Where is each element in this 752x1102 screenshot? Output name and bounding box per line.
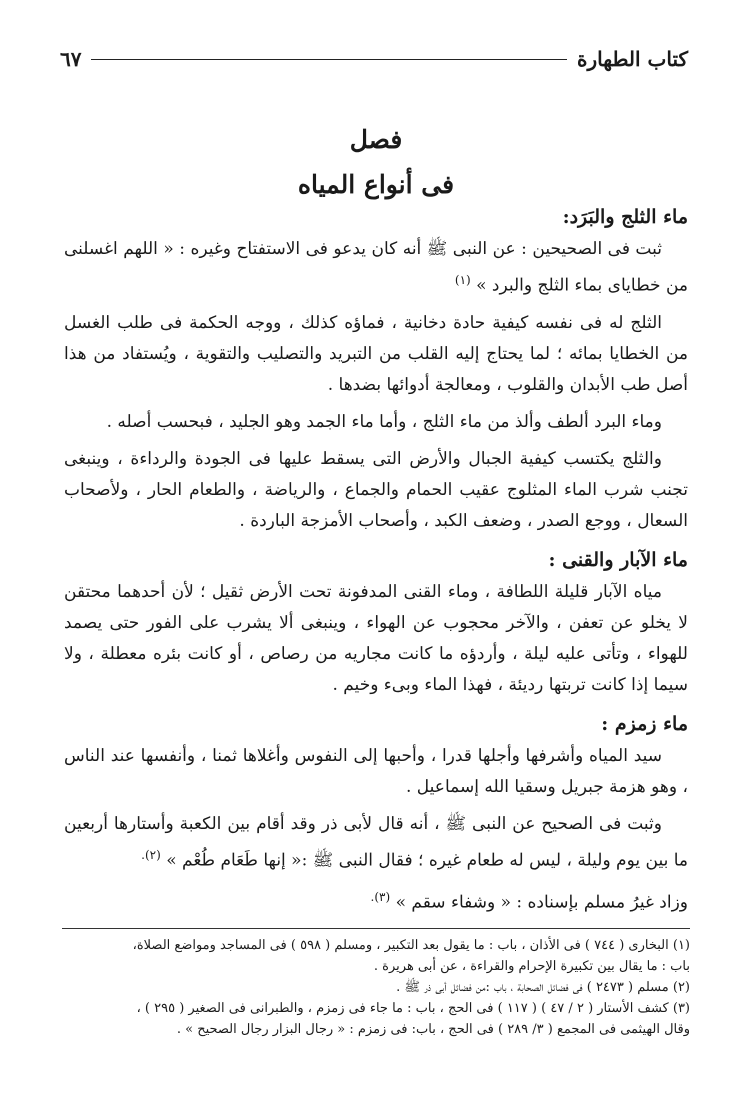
- footnote-ref[interactable]: (٢).: [141, 847, 161, 862]
- footnote-1-cont: باب : ما يقال بين تكبيرة الإحرام والقراءة ، عن أبى هريرة .: [373, 959, 690, 974]
- footnote-3-cont: وقال الهيثمى فى المجمع ( ٣/ ٢٨٩ ) فى الحج ، باب: فى زمزم : « رجال البزار رجال الصحيح » .: [176, 1022, 690, 1037]
- section-heading-zamzam: ماء زمزم :: [601, 712, 688, 735]
- footnote-1: (١) البخارى ( ٧٤٤ ) فى الأذان ، باب : ما يقول بعد التكبير ، ومسلم ( ٥٩٨ ) فى المساجد ومواضع الصلاة،: [132, 938, 690, 953]
- running-header: [60, 44, 688, 74]
- page-number: ٦٧: [60, 47, 82, 71]
- book-title: كتاب الطهارة: [577, 47, 688, 71]
- header-rule: [91, 59, 567, 60]
- paragraph: مياه الآبار قليلة اللطافة ، وماء القنى المدفونة تحت الأرض ثقيل ؛ لأن أحدهما محتقن لا يخلو عن تعفن ، والآخر محجوب عن الهواء ، وينبغى ألا يشرب على الفور حتى يصمد للهواء ، وتأتى عليه ليلة ، وأردؤه ما كانت مجاريه من رصاص ، أو كانت بئره معطلة ، ولا سيما إذا كانت تربتها رديئة ، فهذا الماء وبىء وخيم .: [64, 581, 688, 695]
- chapter-subtitle: فى أنواع المياه: [297, 170, 455, 199]
- paragraph: ثبت فى الصحيحين : عن النبى ﷺ أنه كان يدعو فى الاستفتاح وغيره : « اللهم اغسلنى من خطاياى بماء الثلج والبرد » $^{(١)}$: [64, 239, 688, 296]
- paragraph: سيد المياه وأشرفها وأجلها قدرا ، وأحبها إلى النفوس وأغلاها ثمنا ، وأنفسها عند الناس ، وهو هزمة جبريل وسقيا الله إسماعيل .: [64, 745, 688, 797]
- paragraph: وثبت فى الصحيح عن النبى ﷺ ، أنه قال لأبى ذر وقد أقام بين الكعبة وأستارها أربعين ما بين يوم وليلة ، ليس له طعام غيره ؛ فقال النبى ﷺ :« إنها طَعَام طُعْم » $^{(٢).}$: [64, 813, 688, 871]
- section-heading-snow: ماء الثلج والبَرَد:: [562, 206, 688, 228]
- footnotes: [62, 928, 690, 1040]
- paragraph: الثلج له فى نفسه كيفية حادة دخانية ، فماؤه كذلك ، ووجه الحكمة فى طلب الغسل من الخطايا بمائه ؛ لما يحتاج إليه القلب من التبريد والتصليب والتقوية ، ويُستفاد من هذا أصل طب الأبدان والقلوب ، ومعالجة أدوائها بضدها .: [64, 312, 688, 395]
- body-text: [64, 200, 688, 925]
- footnote-3: (٣) كشف الأستار ( ٢ / ٤٧ ) ( ١١٧ ) فى الحج ، باب : ما جاء فى زمزم ، والطبرانى فى الصغير ( ٢٩٥ ) ،: [136, 1001, 690, 1016]
- footnote-ref[interactable]: (١): [454, 273, 471, 287]
- paragraph: وزاد غيرُ مسلم بإسناده : « وشفاء سقم » $^{(٣).}$: [370, 890, 688, 913]
- footnote-2: (٢) مسلم ( ٢٤٧٣ ) فى فضائل الصحابة ، باب :من فضائل أبى ذر ﷺ .: [396, 980, 690, 995]
- paragraph: وماء البرد ألطف وألذ من ماء الثلج ، وأما ماء الجمد وهو الجليد ، فبحسب أصله .: [106, 411, 662, 432]
- footnote-ref[interactable]: (٣).: [370, 890, 391, 905]
- chapter-title: فصل: [349, 125, 403, 154]
- paragraph: والثلج يكتسب كيفية الجبال والأرض التى يسقط عليها فى الجودة والرداءة ، وينبغى تجنب شرب الماء المثلوج عقيب الحمام والجماع ، والرياضة ، والطعام الحار ، ولأصحاب السعال ، ووجع الصدر ، وضعف الكبد ، وأصحاب الأمزجة الباردة .: [64, 448, 688, 531]
- section-heading-wells: ماء الآبار والقنى :: [548, 548, 688, 571]
